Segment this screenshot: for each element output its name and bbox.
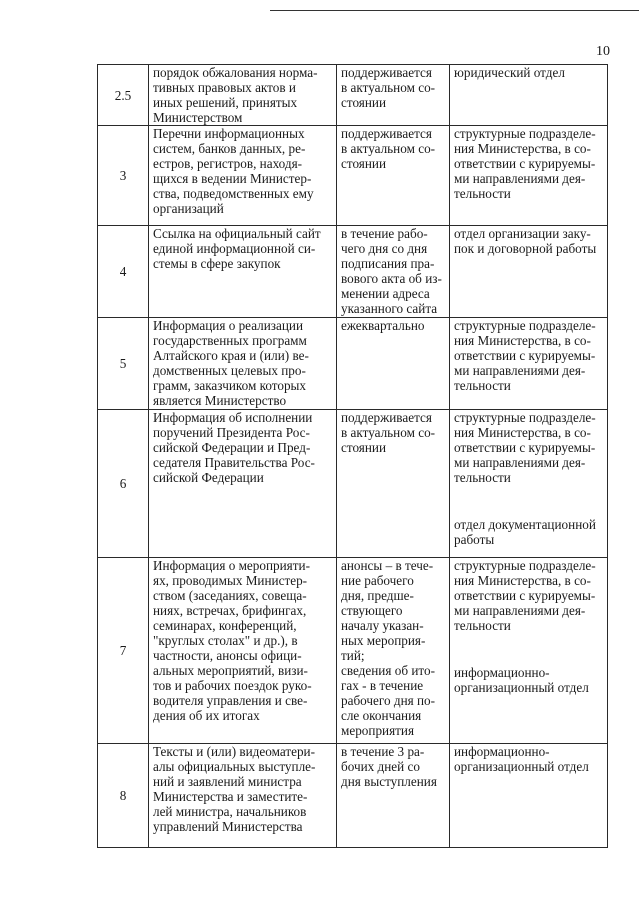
info-cell: Информация о мероприяти- ях, проводимых Министер- ством (заседаниях, совеща- ниях, встречах, брифингах, семинарах, конференций, "круглых столах" и др.), в частности, анонсы офици- альных мероприятий, визи- тов и рабочих поездок руко- водителя управления и све- дения об их итогах [149, 558, 337, 744]
row-number: 6 [98, 410, 149, 558]
row-number: 2.5 [98, 65, 149, 126]
top-rule [270, 10, 639, 11]
row-number: 3 [98, 126, 149, 226]
responsible-secondary: отдел документационной работы [454, 517, 596, 547]
responsible-secondary: информационно- организационный отдел [454, 665, 589, 695]
page-number: 10 [596, 44, 610, 59]
row-number: 5 [98, 318, 149, 410]
info-cell: Информация о реализации государственных программ Алтайского края и (или) ве- домственных целевых про- грамм, заказчиком которых является Министерство [149, 318, 337, 410]
spacer [454, 633, 603, 665]
responsible-primary: структурные подразделе- ния Министерства, в со- ответствии с курируемы- ми направлениями дея- тельности [454, 410, 596, 485]
table-row [98, 410, 608, 558]
term-cell: в течение рабо- чего дня со дня подписания пра- вового акта об из- менении адреса указанного сайта [337, 226, 450, 318]
responsible-cell: информационно- организационный отдел [450, 744, 608, 848]
row-number: 8 [98, 744, 149, 848]
term-cell: поддерживается в актуальном со- стоянии [337, 410, 450, 558]
info-table [97, 64, 608, 848]
info-cell: Тексты и (или) видеоматери- алы официальных выступле- ний и заявлений министра Министерства и заместите- лей министра, начальников управлений Министерства [149, 744, 337, 848]
info-cell: Информация об исполнении поручений Президента Рос- сийской Федерации и Пред- седателя Правительства Рос- сийской Федерации [149, 410, 337, 558]
term-cell: ежеквартально [337, 318, 450, 410]
row-number: 4 [98, 226, 149, 318]
table-row [98, 226, 608, 318]
info-cell: порядок обжалования норма- тивных правовых актов и иных решений, принятых Министерством [149, 65, 337, 126]
responsible-primary: структурные подразделе- ния Министерства, в со- ответствии с курируемы- ми направлениями дея- тельности [454, 558, 596, 633]
responsible-cell: структурные подразделе- ния Министерства, в со- ответствии с курируемы- ми направлениями дея- тельности [450, 126, 608, 226]
table-row [98, 744, 608, 848]
spacer [454, 485, 603, 517]
term-cell: в течение 3 ра- бочих дней со дня выступления [337, 744, 450, 848]
table-row [98, 126, 608, 226]
responsible-cell: юридический отдел [450, 65, 608, 126]
table-row [98, 65, 608, 126]
table-row [98, 558, 608, 744]
info-cell: Ссылка на официальный сайт единой информационной си- стемы в сфере закупок [149, 226, 337, 318]
table-row [98, 318, 608, 410]
responsible-cell [450, 410, 608, 558]
row-number: 7 [98, 558, 149, 744]
responsible-cell: отдел организации заку- пок и договорной работы [450, 226, 608, 318]
term-cell: анонсы – в тече- ние рабочего дня, предше- ствующего началу указан- ных мероприя- тий; сведения об ито- гах - в течение рабочего дня по- сле окончания мероприятия [337, 558, 450, 744]
term-cell: поддерживается в актуальном со- стоянии [337, 65, 450, 126]
responsible-cell [450, 558, 608, 744]
term-cell: поддерживается в актуальном со- стоянии [337, 126, 450, 226]
info-cell: Перечни информационных систем, банков данных, ре- естров, регистров, находя- щихся в ведении Министер- ства, подведомственных ему организаций [149, 126, 337, 226]
responsible-cell: структурные подразделе- ния Министерства, в со- ответствии с курируемы- ми направлениями дея- тельности [450, 318, 608, 410]
